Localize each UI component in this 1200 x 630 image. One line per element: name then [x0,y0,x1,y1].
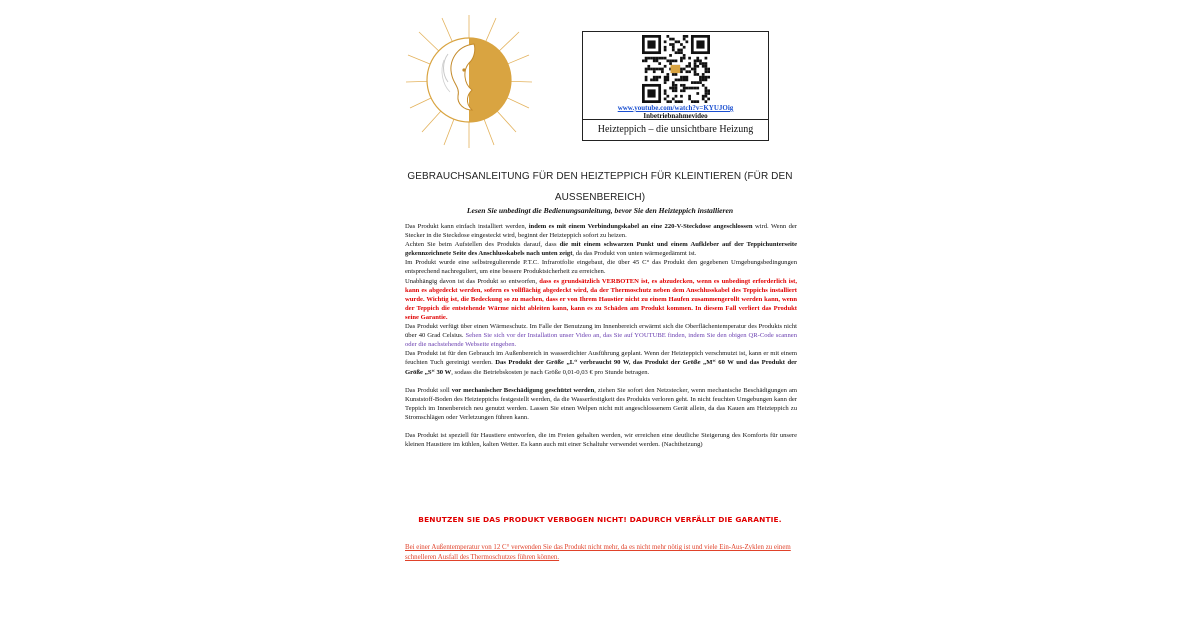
instructions-body [405,222,797,449]
qr-caption: Inbetriebnahmevideo [643,112,708,120]
sun-face-logo [404,10,534,150]
document-subtitle: Lesen Sie unbedingt die Bedienungsanleitung, bevor Sie den Heizteppich installieren [466,206,734,215]
title-line-2: AUSSENBEREICH) [554,192,646,203]
paragraph-installation: Das Produkt kann einfach installiert werden, indem es mit einem Verbindungskabel an eine 220-V-Steckdose angeschlossen wird. Wenn der Stecker in die Steckdose eingesteckt wird, beginnt der Heizteppich sofort zu heizen. [405,223,798,240]
title-line-1: GEBRAUCHSANLEITUNG FÜR DEN HEIZTEPPICH FÜR KLEINTIEREN (FÜR DEN [407,171,793,182]
document-page [400,0,800,630]
youtube-video-link[interactable]: www.youtube.com/watch?v=KYUJOig [617,104,734,112]
warranty-warning: BENUTZEN SIE DAS PRODUKT VERBOGEN NICHT! DADURCH VERFÄLLT DIE GARANTIE. [418,515,782,524]
paragraph-mechanical-damage: Das Produkt soll vor mechanischer Beschädigung geschützt werden, ziehen Sie sofort den Netzstecker, wenn mechanische Beschädigungen am Kunststoff-Boden des Heizteppichs festgestellt werden, da die Wasserfestigkeit des Produkts verloren geht. In nicht feuchten Umgebungen kann der Teppich im Innenbereich neu genutzt werden. Lassen Sie einen Welpen nicht mit angeschlossenem Gerät allein, da das Kauen am Heizteppich zu Stromschlägen oder Verletzungen führen kann. [405,386,797,421]
paragraph-heat-protection: Das Produkt verfügt über einen Wärmeschutz. Im Falle der Benutzung im Innenbereich erwärmt sich die Oberflächentemperatur des Produkts nicht über 40 Grad Celsius. Sehen Sie sich vor der Installation unser Video an, das Sie auf YOUTUBE finden, indem Sie den obigen QR-Code scannen oder die nachstehende Webseite eingeben. [405,323,797,349]
paragraph-ptc-foil: Im Produkt wurde eine selbstregulierende P.T.C. Infrarotfolie eingebaut, die über 45 C° das Produkt den gegebenen Umgebungsbedingungen entsprechend nachreguliert, um eine bessere Produktsicherheit zu erreichen. [405,259,797,276]
paragraph-placement: Achten Sie beim Aufstellen des Produkts darauf, dass die mit einem schwarzen Punkt und einem Aufkleber auf der Teppichunterseite gekennzeichnete Seite des Anschlusskabels nach unten zeigt, da das Produkt von unten wärmegedämmt ist. [405,241,797,258]
temperature-footnote: Bei einer Außentemperatur von 12 C° verwenden Sie das Produkt nicht mehr, da es nicht mehr nötig ist und viele Ein-Aus-Zyklen zu einem schnelleren Ausfall des Thermoschutzes führen können. [405,544,791,561]
qr-code-box [582,31,769,141]
qr-code[interactable] [642,35,710,103]
paragraph-pets: Das Produkt ist speziell für Haustiere entworfen, die im Freien gehalten werden, wir erreichen eine deutliche Steigerung des Komforts für unsere kleinen Haustiere im kühlen, kalten Wetter. Es kann auch mit einer Schaltuhr verwendet werden. (Nachtheizung) [405,431,797,449]
paragraph-cover-warning: Unabhängig davon ist das Produkt so entworfen, dass es grundsätzlich VERBOTEN ist, es abzudecken, wenn es unbedingt erforderlich ist, kann es abgedeckt werden, sofern es vollflächig abgedeckt wird, da der Thermoschutz neben dem Anschlusskabel des Teppichs installiert wurde. Wichtig ist, die Bedeckung so zu machen, dass er von Ihrem Haustier nicht zu einem Haufen zusammengerollt werden kann, wenn der Teppich die entstehende Wärme nicht ableiten kann, kann es zu Schäden am Produkt kommen. In diesem Fall verliert das Produkt seine Garantie. [405,277,797,321]
paragraph-outdoor-use: Das Produkt ist für den Gebrauch im Außenbereich in wasserdichter Ausführung geplant. Wenn der Heizteppich verschmutzt ist, kann er mit einem feuchten Tuch gereinigt werden. Das Produkt der Größe „L“ verbraucht 90 W, das Produkt der Größe „M“ 60 W und das Produkt der Größe „S“ 30 W, sodass die Betriebskosten je nach Größe 0,01-0,03 € pro Stunde betragen. [405,350,797,376]
product-line-label: Heizteppich – die unsichtbare Heizung [583,119,768,140]
document-title [400,166,800,208]
